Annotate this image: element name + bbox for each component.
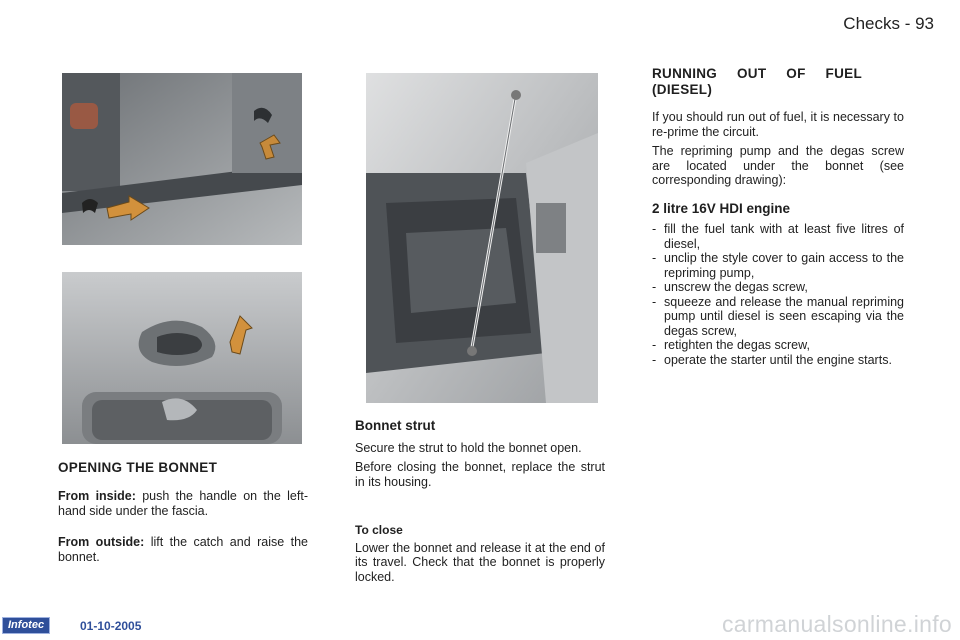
- list-item: - operate the starter until the engine starts.: [652, 353, 904, 368]
- fuel-paragraph-1: If you should run out of fuel, it is necessary to re-prime the circuit.: [652, 110, 904, 139]
- from-inside-text: push the handle on the left-hand side under the fascia.: [58, 489, 308, 518]
- list-item: - unscrew the degas screw,: [652, 280, 904, 295]
- from-outside-paragraph: [58, 535, 308, 564]
- list-item: - unclip the style cover to gain access to the repriming pump,: [652, 251, 904, 280]
- infotec-logo: Infotec: [2, 617, 50, 634]
- opening-bonnet-heading: OPENING THE BONNET: [58, 460, 218, 475]
- page-header: Checks - 93: [843, 14, 934, 33]
- bonnet-strut-heading: Bonnet strut: [355, 418, 436, 433]
- fuel-paragraph-2: The repriming pump and the degas screw are located under the bonnet (see corresponding drawing):: [652, 144, 904, 187]
- site-watermark: carmanualsonline.info: [721, 611, 952, 637]
- list-item: - retighten the degas screw,: [652, 338, 904, 353]
- list-item: - squeeze and release the manual repriming pump until diesel is seen escaping via the degas screw,: [652, 295, 904, 339]
- right-column: [652, 66, 904, 367]
- interior-handle-illustration: [62, 73, 302, 245]
- strut-paragraph-1: Secure the strut to hold the bonnet open.: [355, 440, 582, 455]
- edition-date: 01-10-2005: [80, 619, 142, 633]
- from-inside-paragraph: [58, 489, 308, 518]
- to-close-heading: To close: [355, 523, 403, 537]
- to-close-paragraph: Lower the bonnet and release it at the end of its travel. Check that the bonnet is properly locked.: [355, 540, 605, 584]
- engine-heading: 2 litre 16V HDI engine: [652, 200, 791, 216]
- from-inside-label: From inside:: [58, 489, 136, 503]
- from-outside-label: From outside:: [58, 535, 145, 549]
- bonnet-strut-illustration: [366, 73, 598, 403]
- list-item: - fill the fuel tank with at least five litres of diesel,: [652, 222, 904, 251]
- middle-column: [355, 419, 605, 589]
- strut-paragraph-2: Before closing the bonnet, replace the strut in its housing.: [355, 460, 605, 489]
- left-column: [58, 460, 308, 569]
- from-outside-text: lift the catch and raise the bonnet.: [58, 535, 308, 564]
- running-out-of-fuel-heading: RUNNING OUT OF FUEL (DIESEL): [652, 66, 862, 97]
- exterior-catch-illustration: [62, 272, 302, 444]
- repriming-steps-list: [652, 222, 904, 367]
